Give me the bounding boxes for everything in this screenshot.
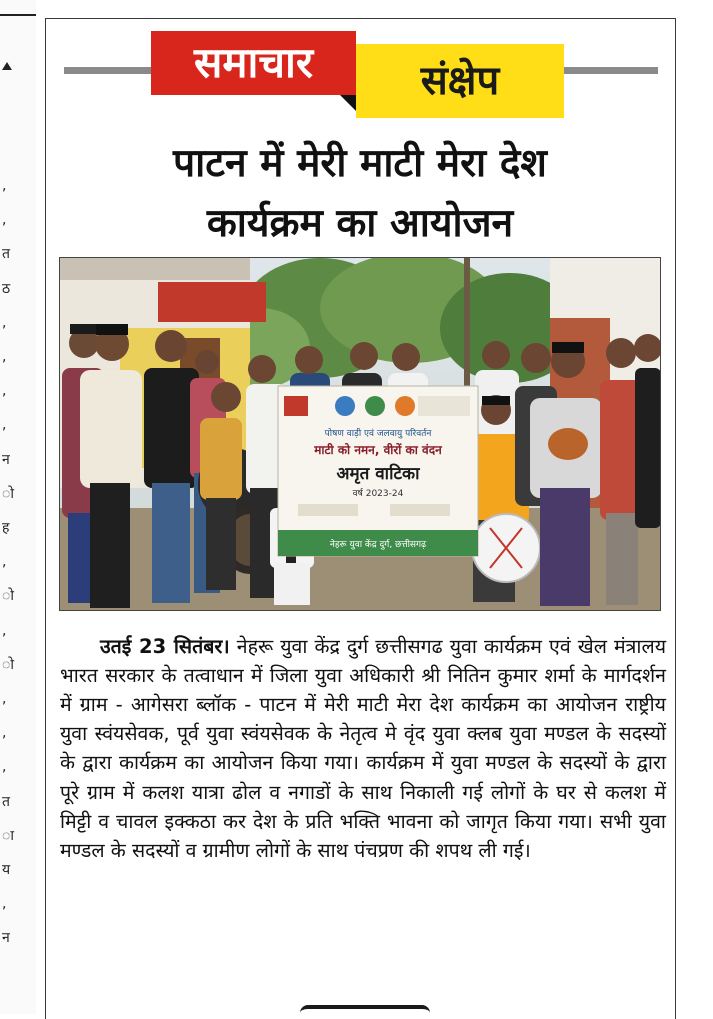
left-column-fragment: ,	[2, 314, 7, 331]
left-column-fragment: ,	[2, 383, 7, 400]
next-headline-stub	[300, 1005, 430, 1018]
headline-line-2: कार्यक्रम का आयोजन	[206, 201, 514, 246]
left-column-fragment: ह	[2, 520, 10, 536]
left-column-fragment: ो	[2, 485, 14, 502]
left-column-fragment: न	[2, 451, 10, 468]
left-column-marker	[2, 62, 12, 70]
banner-slogan-text: माटी को नमन, वीरों का वंदन	[314, 443, 442, 457]
kicker-fold	[340, 95, 356, 111]
left-column-fragment: ,	[2, 725, 7, 742]
banner-year-text: वर्ष 2023-24	[352, 489, 404, 499]
left-column-fragment: न	[2, 930, 10, 947]
left-column-fragment: ,	[2, 896, 7, 913]
left-column-fragment: ,	[2, 212, 7, 229]
left-column-fragment: ा	[2, 827, 14, 844]
left-column-fragment: ,	[2, 622, 7, 639]
left-column-fragment: त	[2, 246, 10, 263]
news-photo	[59, 257, 661, 611]
photo-banner	[278, 386, 478, 556]
headline	[60, 134, 660, 254]
dateline: उतई 23 सितंबर।	[100, 634, 230, 658]
body-text: नेहरू युवा केंद्र दुर्ग छत्तीसगढ युवा कार्यक्रम एवं खेल मंत्रालय भारत सरकार के तत्वाधान में जिला युवा अधिकारी श्री नितिन कुमार शर्मा के मार्गदर्शन में ग्राम - आगेसरा ब्लॉक - पाटन में मेरी माटी मेरा देश कार्यक्रम का आयोजन राष्ट्रीय युवा स्वंयसेवक, पूर्व युवा स्वंयसेवक के नेतृत्व मे वृंद युवा क्लब युवा मण्डल के सदस्यों के द्वारा कार्यक्रम का आयोजन किया गया। कार्यक्रम में युवा मण्डल के सदस्यों के द्वारा पूरे ग्राम में कलश यात्रा ढोल व नगाडों के साथ निकाली गई लोगों के घर से कलश में मिट्टी व चावल इक्कठा कर देश के प्रति भक्ति भावना को जागृत किया गया। सभी युवा मण्डल के सदस्यों व ग्रामीण लोगों के साथ पंचप्रण की शपथ ली गई।	[60, 634, 667, 862]
banner-footer-text: नेहरू युवा केंद्र दुर्ग, छत्तीसगढ़	[329, 540, 427, 550]
article-body	[60, 632, 666, 866]
left-column-fragment: ,	[2, 417, 7, 434]
left-column-fragment: ो	[2, 588, 14, 605]
left-column-fragment: ,	[2, 691, 7, 707]
photo-illustration	[60, 258, 660, 610]
left-column-fragment: ,	[2, 178, 7, 194]
left-column-fragment: त	[2, 793, 10, 810]
banner-top-text: पोषण वाड़ी एवं जलवायु परिवर्तन	[324, 429, 432, 439]
left-column-fragment: ,	[2, 349, 7, 365]
kicker-samachar: समाचार	[151, 31, 356, 95]
left-column-rule	[0, 14, 36, 16]
left-column-fragment: ठ	[2, 280, 11, 297]
headline-line-1: पाटन में मेरी माटी मेरा देश	[173, 141, 547, 186]
left-column-fragment: य	[2, 862, 11, 878]
left-column-fragment: ,	[2, 759, 7, 776]
left-column-fragment: ,	[2, 554, 7, 571]
left-column-fragment: ो	[2, 656, 14, 673]
kicker-sankshep: संक्षेप	[356, 44, 564, 118]
banner-title-text: अमृत वाटिका	[336, 464, 420, 484]
